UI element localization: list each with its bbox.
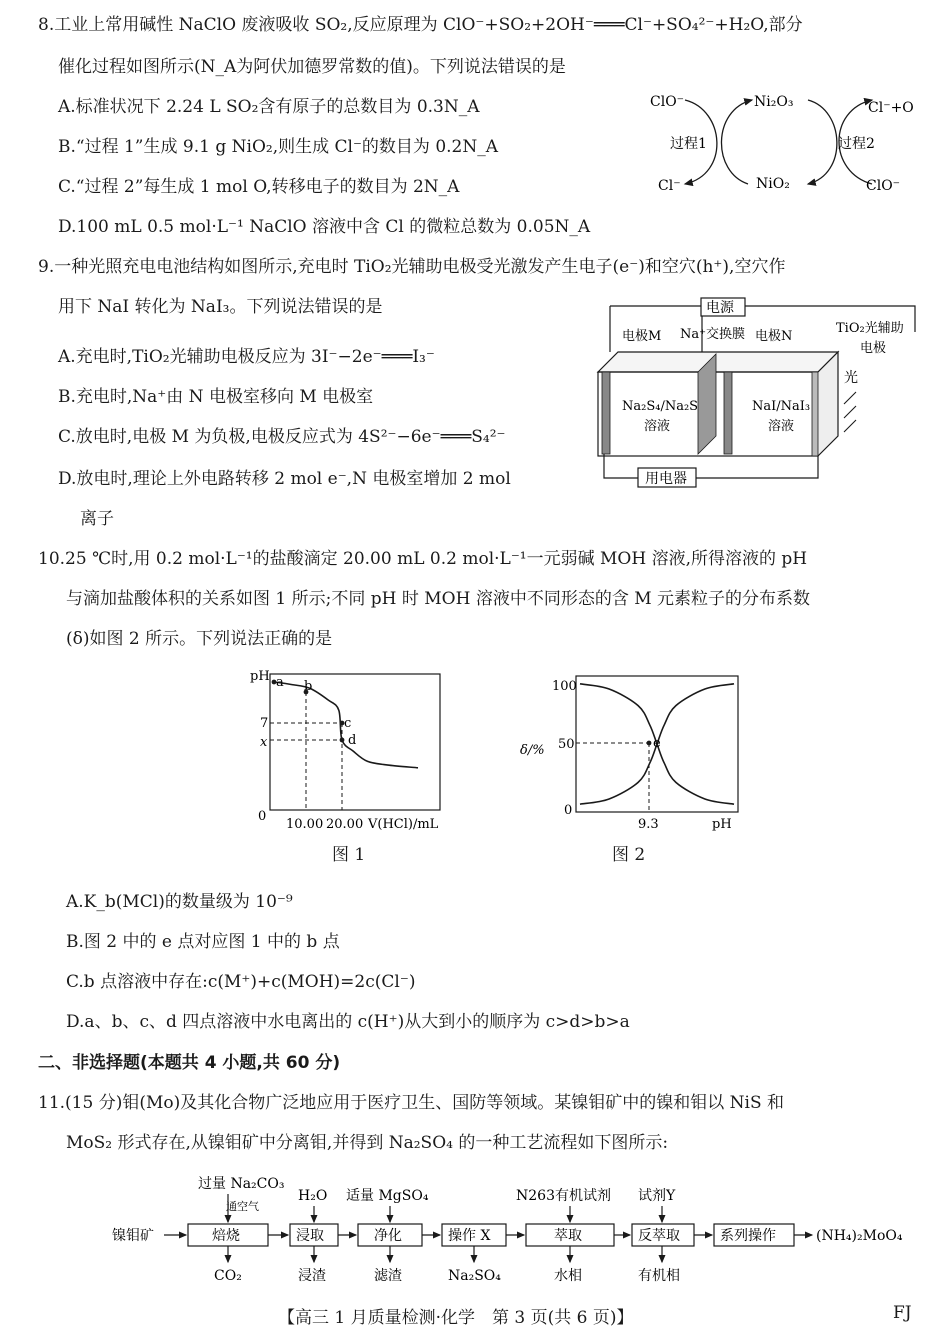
q8-arc-right-inner — [808, 100, 837, 184]
fig1-ytick-7: 7 — [260, 716, 269, 731]
flow-step-leach: 浸取 — [296, 1228, 324, 1244]
flow-input: 镍钼矿 — [112, 1228, 154, 1244]
fig1-ylabel: pH — [250, 669, 270, 684]
flow-byproduct-na2so4: Na₂SO₄ — [448, 1268, 501, 1284]
q9-left-solution-2: 溶液 — [644, 419, 671, 434]
q9-tio2-label: TiO₂光辅助 — [836, 321, 904, 336]
q9-membrane — [698, 354, 716, 454]
q8-label-clo-top: ClO⁻ — [650, 94, 685, 110]
q11-stem-line2: MoS₂ 形式存在,从镍钼矿中分离钼,并得到 Na₂SO₄ 的一种工艺流程如下图所示: — [66, 1133, 669, 1153]
fig2-xlabel: pH — [712, 817, 732, 832]
q9-power-label: 电源 — [706, 300, 734, 316]
q8-stem-line2: 催化过程如图所示(N_A为阿伏加德罗常数的值)。下列说法错误的是 — [58, 57, 566, 77]
q10-option-d: D.a、b、c、d 四点溶液中水电离出的 c(H⁺)从大到小的顺序为 c>d>b>a — [66, 1012, 630, 1032]
q9-light-arrows — [844, 392, 856, 432]
flow-step-roast: 焙烧 — [212, 1228, 240, 1244]
q9-electrode-m — [602, 372, 610, 454]
fig1-ytick-x: x — [260, 735, 268, 750]
q9-light-label: 光 — [844, 370, 858, 386]
q10-option-c: C.b 点溶液中存在:c(M⁺)+c(MOH)=2c(Cl⁻) — [66, 972, 416, 992]
q11-stem-line1: 11.(15 分)钼(Mo)及其化合物广泛地应用于医疗卫生、国防等领域。某镍钼矿中的镍和钼以 NiS 和 — [38, 1093, 785, 1113]
q9-electrode-n — [724, 372, 732, 454]
q9-bottom-wire — [604, 454, 818, 478]
flow-reagent-mgso4: 适量 MgSO₄ — [346, 1188, 429, 1204]
q8-option-a: A.标准状况下 2.24 L SO₂含有原子的总数目为 0.3N_A — [58, 97, 480, 117]
q8-label-ni2o3: Ni₂O₃ — [754, 94, 794, 110]
q8-label-process1: 过程1 — [670, 136, 707, 152]
flow-step-purify: 净化 — [374, 1228, 402, 1244]
q9-option-b: B.充电时,Na⁺由 N 电极室移向 M 电极室 — [58, 387, 374, 407]
flow-step-operation-x: 操作 X — [448, 1228, 491, 1244]
q9-option-d-cont: 离子 — [80, 509, 114, 529]
flow-reagent-water: H₂O — [298, 1188, 328, 1204]
fig2-label-e: e — [653, 736, 661, 751]
q8-catalysis-diagram — [640, 82, 930, 202]
q9-tio2-label2: 电极 — [860, 341, 887, 356]
flow-byproduct-aqueous: 水相 — [554, 1268, 582, 1284]
q8-label-cl-bottom: Cl⁻ — [658, 178, 681, 194]
q8-label-nio2: NiO₂ — [756, 176, 790, 192]
q9-battery-diagram — [590, 292, 935, 492]
flow-reagent-air: 通空气 — [226, 1200, 259, 1213]
q10-figure1-caption: 图 1 — [332, 845, 366, 865]
flow-byproduct-leach-residue: 浸渣 — [298, 1268, 326, 1284]
flow-byproduct-co2: CO₂ — [214, 1268, 242, 1284]
flow-reagent-n263: N263有机试剂 — [516, 1188, 611, 1204]
q8-label-clo-bottom: ClO⁻ — [866, 178, 901, 194]
q8-arc-left-inner — [721, 100, 752, 184]
q9-stem-line1: 9.一种光照充电电池结构如图所示,充电时 TiO₂光辅助电极受光激发产生电子(e⁻)和空穴(h⁺),空穴作 — [38, 257, 786, 277]
q9-option-c: C.放电时,电极 M 为负极,电极反应式为 4S²⁻−6e⁻═══S₄²⁻ — [58, 427, 506, 447]
section2-title: 二、非选择题(本题共 4 小题,共 60 分) — [38, 1053, 341, 1073]
q9-appliance-label: 用电器 — [645, 471, 687, 487]
fig2-xtick-9.3: 9.3 — [638, 817, 659, 832]
flow-reagent-na2co3: 过量 Na₂CO₃ — [198, 1176, 285, 1192]
q8-option-c: C.“过程 2”每生成 1 mol O,转移电子的数目为 2N_A — [58, 177, 460, 197]
flow-byproduct-organic: 有机相 — [638, 1268, 680, 1284]
q8-option-b: B.“过程 1”生成 9.1 g NiO₂,则生成 Cl⁻的数目为 0.2N_A — [58, 137, 499, 157]
q8-option-d: D.100 mL 0.5 mol·L⁻¹ NaClO 溶液中含 Cl 的微粒总数为 0.05N_A — [58, 217, 591, 237]
flow-reagent-y: 试剂Y — [638, 1188, 676, 1204]
flow-output: (NH₄)₂MoO₄ — [816, 1228, 903, 1244]
flow-step-extract: 萃取 — [554, 1228, 582, 1244]
fig2-ytick-50: 50 — [558, 737, 575, 752]
fig1-ytick-0: 0 — [258, 809, 267, 824]
q9-electrode-n-label: 电极N — [755, 329, 793, 344]
q9-right-solution-2: 溶液 — [768, 419, 795, 434]
fig2-ytick-0: 0 — [564, 803, 573, 818]
fig1-xtick-20: 20.00 — [326, 817, 364, 832]
fig2-point-e — [647, 741, 652, 746]
flow-step-back-extract: 反萃取 — [638, 1228, 680, 1244]
q9-option-d: D.放电时,理论上外电路转移 2 mol e⁻,N 电极室增加 2 mol — [58, 469, 511, 489]
q10-stem-line1: 10.25 ℃时,用 0.2 mol·L⁻¹的盐酸滴定 20.00 mL 0.2 mol·L⁻¹一元弱碱 MOH 溶液,所得溶液的 pH — [38, 549, 808, 569]
fig2-ylabel: δ/% — [520, 743, 545, 758]
q10-figure2-chart — [518, 666, 748, 838]
fig2-ytick-100: 100 — [552, 679, 577, 694]
q9-left-solution: Na₂S₄/Na₂S — [622, 399, 699, 414]
q9-membrane-label: Na⁺交换膜 — [680, 327, 745, 342]
fig1-label-b: b — [304, 679, 313, 694]
fig1-xtick-10: 10.00 — [286, 817, 324, 832]
fig1-label-d: d — [348, 733, 357, 748]
footer-page-info: 【高三 1 月质量检测·化学 第 3 页(共 6 页)】 — [278, 1308, 634, 1328]
fig1-label-a: a — [276, 675, 284, 690]
q8-label-cl-o: Cl⁻+O — [868, 100, 914, 116]
q9-tio2-electrode — [812, 372, 818, 456]
q9-option-a: A.充电时,TiO₂光辅助电极反应为 3I⁻−2e⁻═══I₃⁻ — [58, 347, 435, 367]
fig1-label-c: c — [344, 716, 352, 731]
q9-right-solution: NaI/NaI₃ — [752, 399, 811, 414]
q10-option-a: A.K_b(MCl)的数量级为 10⁻⁹ — [66, 892, 293, 912]
q10-figure2-caption: 图 2 — [612, 845, 646, 865]
q11-process-flow — [112, 1168, 922, 1286]
q10-figure1-chart — [240, 662, 450, 837]
q10-stem-line3: (δ)如图 2 所示。下列说法正确的是 — [66, 629, 333, 649]
footer-code: FJ — [893, 1303, 912, 1323]
q9-electrode-m-label: 电极M — [622, 329, 662, 344]
fig1-point-d — [340, 738, 345, 743]
q10-stem-line2: 与滴加盐酸体积的关系如图 1 所示;不同 pH 时 MOH 溶液中不同形态的含 M 元素粒子的分布系数 — [66, 589, 811, 609]
q8-stem-line1: 8.工业上常用碱性 NaClO 废液吸收 SO₂,反应原理为 ClO⁻+SO₂+2OH⁻═══Cl⁻+SO₄²⁻+H₂O,部分 — [38, 15, 803, 35]
q9-stem-line2: 用下 NaI 转化为 NaI₃。下列说法错误的是 — [58, 297, 383, 317]
fig1-xlabel: V(HCl)/mL — [368, 817, 439, 832]
q8-label-process2: 过程2 — [838, 136, 875, 152]
flow-byproduct-filter-residue: 滤渣 — [374, 1268, 402, 1284]
flow-step-series: 系列操作 — [720, 1228, 776, 1244]
q10-option-b: B.图 2 中的 e 点对应图 1 中的 b 点 — [66, 932, 340, 952]
